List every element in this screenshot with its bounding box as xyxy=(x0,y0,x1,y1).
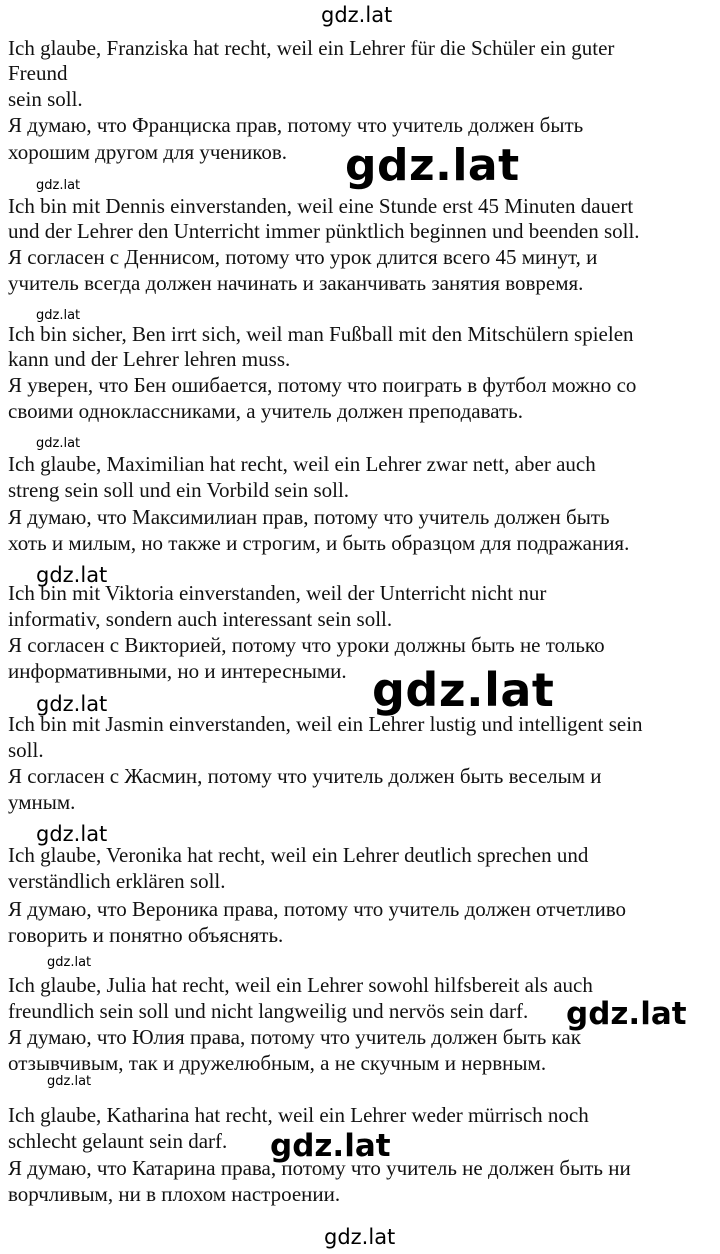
russian-line: хорошим другом для учеников. xyxy=(8,140,288,164)
russian-line: Я думаю, что Франциска прав, потому что учитель должен быть xyxy=(8,113,584,137)
german-line: schlecht gelaunt sein darf. xyxy=(8,1129,228,1153)
german-line: informativ, sondern auch interessant sein soll. xyxy=(8,607,393,631)
german-line: sein soll. xyxy=(8,87,83,111)
russian-line: учитель всегда должен начинать и заканчивать занятия вовремя. xyxy=(8,271,584,295)
watermark: gdz.lat xyxy=(36,436,81,451)
russian-line: Я думаю, что Максимилиан прав, потому что учитель должен быть xyxy=(8,505,610,529)
watermark: gdz.lat xyxy=(36,308,81,323)
watermark: gdz.lat xyxy=(321,3,393,27)
watermark: gdz.lat xyxy=(36,822,108,846)
german-line: Freund xyxy=(8,61,68,85)
russian-line: своими одноклассниками, а учитель должен преподавать. xyxy=(8,399,524,423)
russian-line: Я думаю, что Катарина права, потому что учитель не должен быть ни xyxy=(8,1156,631,1180)
german-line: freundlich sein soll und nicht langweilig und nervös sein darf. xyxy=(8,999,529,1023)
watermark: gdz.lat xyxy=(36,178,81,193)
german-line: kann und der Lehrer lehren muss. xyxy=(8,347,291,371)
german-line: Ich bin sicher, Ben irrt sich, weil man Fußball mit den Mitschülern spielen xyxy=(8,322,634,346)
german-line: Ich glaube, Julia hat recht, weil ein Lehrer sowohl hilfsbereit als auch xyxy=(8,973,593,997)
russian-line: Я думаю, что Юлия права, потому что учитель должен быть как xyxy=(8,1025,581,1049)
watermark: gdz.lat xyxy=(372,663,555,717)
russian-line: хоть и милым, но также и строгим, и быть образцом для подражания. xyxy=(8,531,630,555)
german-line: Ich glaube, Franziska hat recht, weil ein Lehrer für die Schüler ein guter xyxy=(8,36,615,60)
russian-line: информативными, но и интересными. xyxy=(8,659,347,683)
german-line: Ich bin mit Viktoria einverstanden, weil der Unterricht nicht nur xyxy=(8,581,547,605)
german-line: streng sein soll und ein Vorbild sein soll. xyxy=(8,478,350,502)
russian-line: говорить и понятно объяснять. xyxy=(8,923,284,947)
russian-line: Я уверен, что Бен ошибается, потому что поиграть в футбол можно со xyxy=(8,373,637,397)
watermark: gdz.lat xyxy=(324,1225,396,1249)
russian-line: Я согласен с Викторией, потому что уроки должны быть не только xyxy=(8,633,605,657)
german-line: soll. xyxy=(8,738,44,762)
russian-line: Я согласен с Жасмин, потому что учитель должен быть веселым и xyxy=(8,764,602,788)
russian-line: умным. xyxy=(8,790,76,814)
watermark: gdz.lat xyxy=(345,140,520,191)
russian-line: отзывчивым, так и дружелюбным, а не скучным и нервным. xyxy=(8,1051,547,1075)
german-line: und der Lehrer den Unterricht immer pünktlich beginnen und beenden soll. xyxy=(8,219,640,243)
russian-line: ворчливым, ни в плохом настроении. xyxy=(8,1182,341,1206)
german-line: Ich bin mit Dennis einverstanden, weil eine Stunde erst 45 Minuten dauert xyxy=(8,194,634,218)
russian-line: Я думаю, что Вероника права, потому что учитель должен отчетливо xyxy=(8,897,626,921)
watermark: gdz.lat xyxy=(47,1074,92,1089)
german-line: Ich glaube, Veronika hat recht, weil ein Lehrer deutlich sprechen und xyxy=(8,843,589,867)
watermark: gdz.lat xyxy=(36,563,108,587)
german-line: Ich glaube, Katharina hat recht, weil ein Lehrer weder mürrisch noch xyxy=(8,1103,589,1127)
watermark: gdz.lat xyxy=(270,1128,391,1164)
russian-line: Я согласен с Деннисом, потому что урок длится всего 45 минут, и xyxy=(8,245,598,269)
watermark: gdz.lat xyxy=(47,955,92,970)
watermark: gdz.lat xyxy=(36,692,108,716)
watermark: gdz.lat xyxy=(566,996,687,1032)
german-line: verständlich erklären soll. xyxy=(8,869,226,893)
german-line: Ich bin mit Jasmin einverstanden, weil ein Lehrer lustig und intelligent sein xyxy=(8,712,643,736)
german-line: Ich glaube, Maximilian hat recht, weil ein Lehrer zwar nett, aber auch xyxy=(8,452,596,476)
